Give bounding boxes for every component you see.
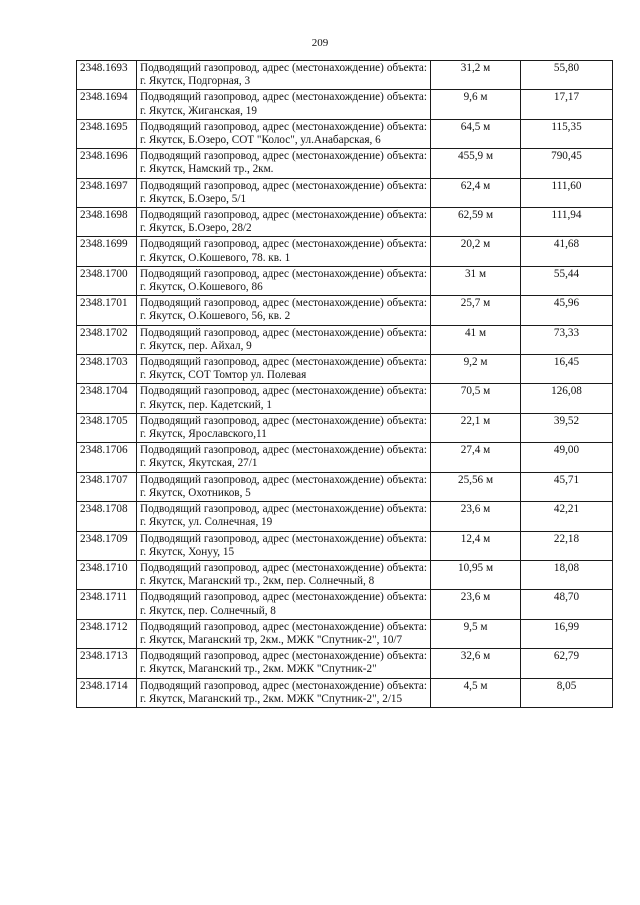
page-number: 209 [311,37,329,49]
table-row [77,119,613,148]
row-length: 41 м [431,325,521,354]
row-number: 2348.1694 [77,90,137,119]
row-number: 2348.1699 [77,237,137,266]
row-description: Подводящий газопровод, адрес (местонахождение) объекта: г. Якутск, Маганский тр, 2км., МЖК "Спутник-2", 10/7 [137,619,431,648]
table-row [77,296,613,325]
row-value: 45,96 [521,296,613,325]
row-number: 2348.1711 [77,590,137,619]
row-number: 2348.1706 [77,443,137,472]
row-description: Подводящий газопровод, адрес (местонахождение) объекта: г. Якутск, Б.Озеро, 5/1 [137,178,431,207]
row-number: 2348.1697 [77,178,137,207]
row-number: 2348.1693 [77,61,137,90]
row-description: Подводящий газопровод, адрес (местонахождение) объекта: г. Якутск, Якутская, 27/1 [137,443,431,472]
row-length: 20,2 м [431,237,521,266]
row-value: 18,08 [521,560,613,589]
row-description: Подводящий газопровод, адрес (местонахождение) объекта: г. Якутск, Маганский тр., 2км. МЖК "Спутник-2", 2/15 [137,678,431,707]
row-description: Подводящий газопровод, адрес (местонахождение) объекта: г. Якутск, пер. Солнечный, 8 [137,590,431,619]
row-value: 42,21 [521,502,613,531]
row-description: Подводящий газопровод, адрес (местонахождение) объекта: г. Якутск, пер. Кадетский, 1 [137,384,431,413]
row-length: 12,4 м [431,531,521,560]
table-row [77,384,613,413]
row-length: 25,56 м [431,472,521,501]
row-value: 8,05 [521,678,613,707]
table-row [77,178,613,207]
row-length: 4,5 м [431,678,521,707]
row-description: Подводящий газопровод, адрес (местонахождение) объекта: г. Якутск, ул. Солнечная, 19 [137,502,431,531]
registry-table-body [77,61,613,708]
row-number: 2348.1698 [77,208,137,237]
row-length: 62,59 м [431,208,521,237]
gas-pipeline-registry-table [76,60,613,708]
row-length: 455,9 м [431,149,521,178]
table-row [77,443,613,472]
row-description: Подводящий газопровод, адрес (местонахождение) объекта: г. Якутск, Жиганская, 19 [137,90,431,119]
table-row [77,590,613,619]
table-row [77,90,613,119]
row-number: 2348.1696 [77,149,137,178]
table-row [77,355,613,384]
row-length: 22,1 м [431,413,521,442]
row-description: Подводящий газопровод, адрес (местонахождение) объекта: г. Якутск, Ярославского,11 [137,413,431,442]
row-number: 2348.1695 [77,119,137,148]
row-value: 73,33 [521,325,613,354]
row-length: 27,4 м [431,443,521,472]
row-description: Подводящий газопровод, адрес (местонахождение) объекта: г. Якутск, пер. Айхал, 9 [137,325,431,354]
row-length: 10,95 м [431,560,521,589]
table-row [77,649,613,678]
row-number: 2348.1708 [77,502,137,531]
table-row [77,61,613,90]
row-number: 2348.1700 [77,266,137,295]
row-description: Подводящий газопровод, адрес (местонахождение) объекта: г. Якутск, Маганский тр., 2км, пер. Солнечный, 8 [137,560,431,589]
row-description: Подводящий газопровод, адрес (местонахождение) объекта: г. Якутск, О.Кошевого, 56, кв. 2 [137,296,431,325]
row-description: Подводящий газопровод, адрес (местонахождение) объекта: г. Якутск, Маганский тр., 2км. МЖК "Спутник-2" [137,649,431,678]
row-number: 2348.1704 [77,384,137,413]
row-value: 55,80 [521,61,613,90]
row-value: 45,71 [521,472,613,501]
row-value: 62,79 [521,649,613,678]
row-description: Подводящий газопровод, адрес (местонахождение) объекта: г. Якутск, Б.Озеро, 28/2 [137,208,431,237]
table-row [77,149,613,178]
row-number: 2348.1714 [77,678,137,707]
table-row [77,237,613,266]
row-length: 64,5 м [431,119,521,148]
row-number: 2348.1703 [77,355,137,384]
row-description: Подводящий газопровод, адрес (местонахождение) объекта: г. Якутск, Хонуу, 15 [137,531,431,560]
table-row [77,531,613,560]
row-length: 9,5 м [431,619,521,648]
row-length: 23,6 м [431,590,521,619]
row-value: 111,94 [521,208,613,237]
row-number: 2348.1705 [77,413,137,442]
row-number: 2348.1712 [77,619,137,648]
row-length: 31 м [431,266,521,295]
row-value: 41,68 [521,237,613,266]
row-description: Подводящий газопровод, адрес (местонахождение) объекта: г. Якутск, Б.Озеро, СОТ "Колос", ул.Анабарская, 6 [137,119,431,148]
row-value: 55,44 [521,266,613,295]
row-length: 9,2 м [431,355,521,384]
row-value: 17,17 [521,90,613,119]
table-row [77,413,613,442]
row-length: 25,7 м [431,296,521,325]
row-value: 48,70 [521,590,613,619]
row-description: Подводящий газопровод, адрес (местонахождение) объекта: г. Якутск, Охотников, 5 [137,472,431,501]
row-description: Подводящий газопровод, адрес (местонахождение) объекта: г. Якутск, О.Кошевого, 86 [137,266,431,295]
table-row [77,619,613,648]
row-value: 126,08 [521,384,613,413]
row-number: 2348.1707 [77,472,137,501]
row-value: 49,00 [521,443,613,472]
table-row [77,208,613,237]
row-value: 22,18 [521,531,613,560]
table-row [77,325,613,354]
table-row [77,560,613,589]
row-value: 111,60 [521,178,613,207]
table-row [77,502,613,531]
row-number: 2348.1702 [77,325,137,354]
row-length: 70,5 м [431,384,521,413]
row-value: 16,45 [521,355,613,384]
row-number: 2348.1710 [77,560,137,589]
row-number: 2348.1713 [77,649,137,678]
row-description: Подводящий газопровод, адрес (местонахождение) объекта: г. Якутск, Намский тр., 2км. [137,149,431,178]
row-description: Подводящий газопровод, адрес (местонахождение) объекта: г. Якутск, СОТ Томтор ул. Полевая [137,355,431,384]
row-number: 2348.1701 [77,296,137,325]
row-length: 23,6 м [431,502,521,531]
row-value: 39,52 [521,413,613,442]
table-row [77,266,613,295]
row-length: 62,4 м [431,178,521,207]
row-description: Подводящий газопровод, адрес (местонахождение) объекта: г. Якутск, Подгорная, 3 [137,61,431,90]
row-number: 2348.1709 [77,531,137,560]
table-row [77,678,613,707]
row-length: 32,6 м [431,649,521,678]
row-value: 115,35 [521,119,613,148]
row-length: 9,6 м [431,90,521,119]
table-row [77,472,613,501]
row-value: 790,45 [521,149,613,178]
row-length: 31,2 м [431,61,521,90]
row-description: Подводящий газопровод, адрес (местонахождение) объекта: г. Якутск, О.Кошевого, 78. кв. 1 [137,237,431,266]
row-value: 16,99 [521,619,613,648]
